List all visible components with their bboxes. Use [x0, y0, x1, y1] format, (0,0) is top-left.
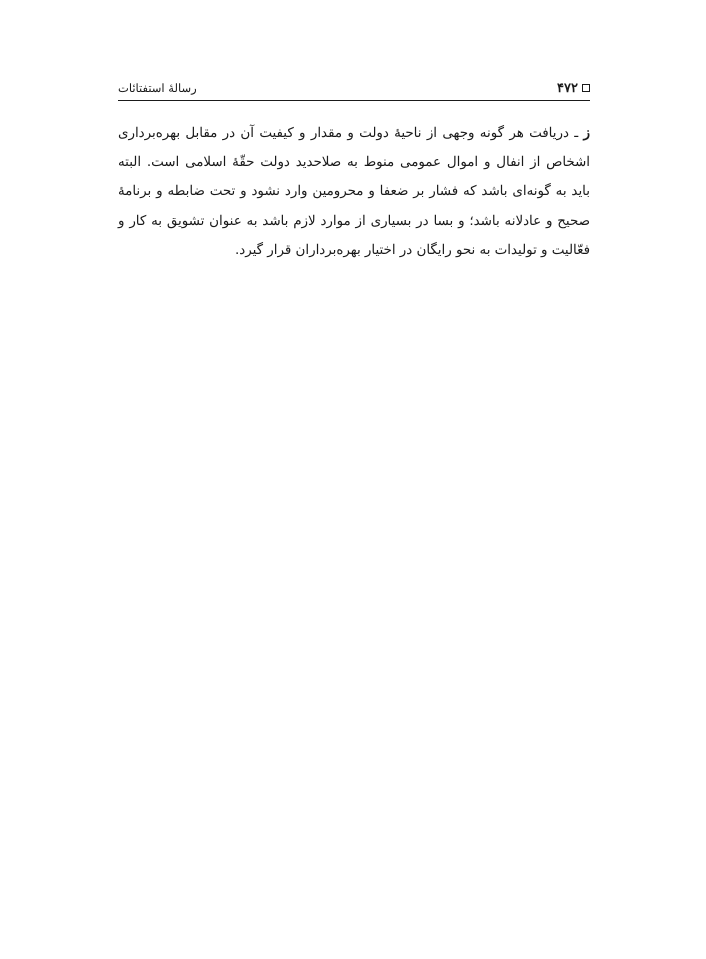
paragraph-text: ـ دریافت هر گونه وجهی از ناحیهٔ دولت و مقدار و کیفیت آن در مقابل بهره‌برداری اشخاص از انفال و اموال عمومی منوط به صلاحدید دولت حقّهٔ اسلامی است. البته باید به گونه‌ای باشد که فشار بر ضعفا و محرومین وارد نشود و تحت ضابطه و برنامهٔ صحیح و عادلانه باشد؛ و بسا در بسیاری از موارد لازم باشد به عنوان تشویق به کار و فعّالیت و تولیدات به نحو رایگان در اختیار بهره‌برداران قرار گیرد. [118, 126, 590, 258]
header-divider [118, 100, 590, 101]
body-paragraph [118, 119, 590, 265]
page-number-group [557, 81, 590, 96]
running-title: رسالۀ استفتائات [118, 81, 197, 95]
section-marker: ز [583, 125, 590, 141]
square-bullet-icon [582, 84, 590, 92]
page-header [118, 78, 590, 98]
page-number: ۴۷۲ [557, 80, 578, 96]
